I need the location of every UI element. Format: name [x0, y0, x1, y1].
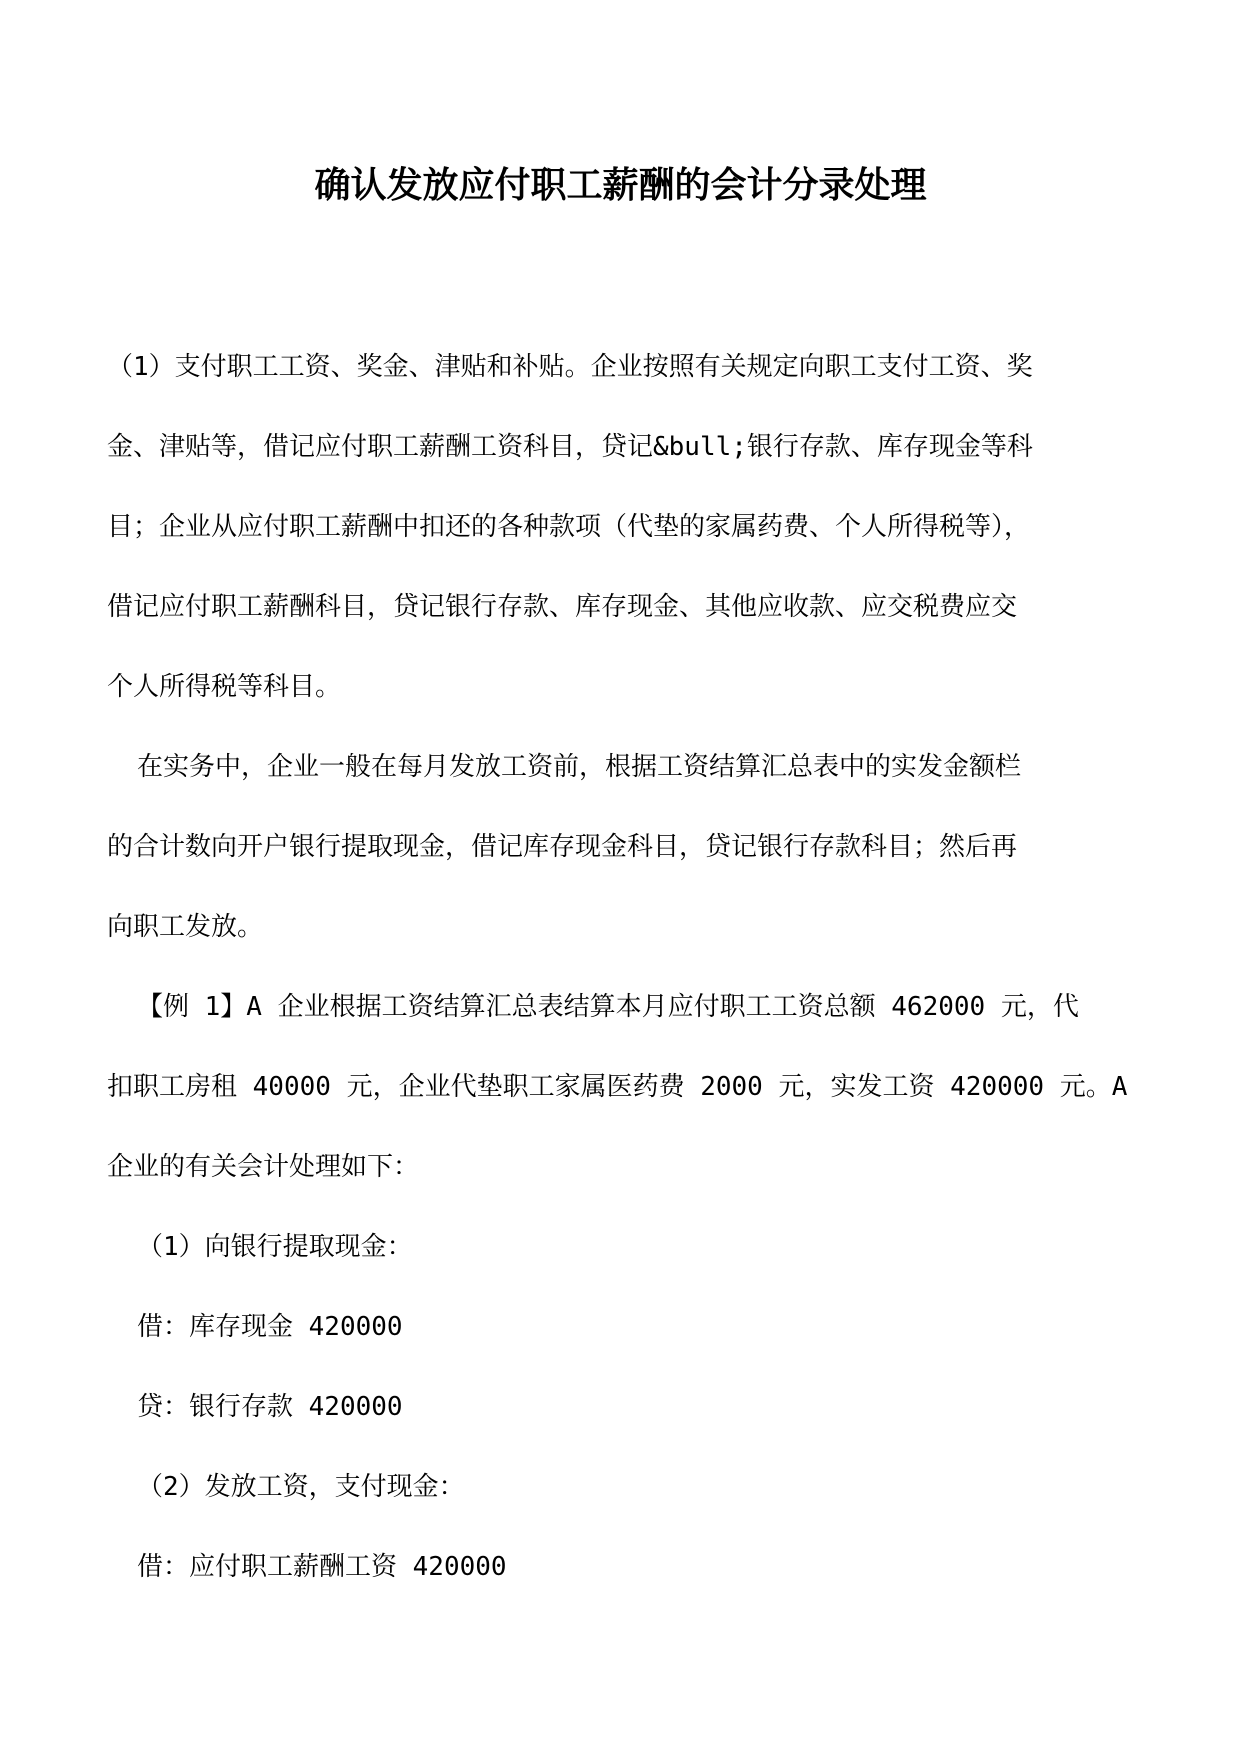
- entry-line: 贷：银行存款 420000: [137, 1392, 403, 1422]
- document-title: 确认发放应付职工薪酬的会计分录处理: [314, 165, 927, 206]
- paragraph-line: 向职工发放。: [107, 912, 264, 942]
- paragraph-line: 【例 1】A 企业根据工资结算汇总表结算本月应付职工工资总额 462000 元，代: [137, 992, 1079, 1022]
- entry-line: 借：应付职工薪酬工资 420000: [137, 1552, 507, 1582]
- paragraph-line: 的合计数向开户银行提取现金，借记库存现金科目，贷记银行存款科目；然后再: [107, 832, 1018, 862]
- entry-line: （1）向银行提取现金：: [137, 1232, 413, 1262]
- entry-line: （2）发放工资，支付现金：: [137, 1472, 465, 1502]
- entry-line: 借：库存现金 420000: [137, 1312, 403, 1342]
- paragraph-line: （1）支付职工工资、奖金、津贴和补贴。企业按照有关规定向职工支付工资、奖: [107, 352, 1033, 382]
- paragraph-line: 企业的有关会计处理如下：: [107, 1152, 420, 1182]
- paragraph-line: 金、津贴等，借记应付职工薪酬工资科目，贷记&bull;银行存款、库存现金等科: [107, 432, 1033, 462]
- paragraph-line: 个人所得税等科目。: [107, 672, 342, 702]
- paragraph-line: 扣职工房租 40000 元，企业代垫职工家属医药费 2000 元，实发工资 420000 元。A: [107, 1072, 1128, 1102]
- paragraph-line: 目；企业从应付职工薪酬中扣还的各种款项（代垫的家属药费、个人所得税等），: [107, 512, 1031, 542]
- paragraph-line: 借记应付职工薪酬科目，贷记银行存款、库存现金、其他应收款、应交税费应交: [107, 592, 1018, 622]
- paragraph-line: 在实务中，企业一般在每月发放工资前，根据工资结算汇总表中的实发金额栏: [137, 752, 1022, 782]
